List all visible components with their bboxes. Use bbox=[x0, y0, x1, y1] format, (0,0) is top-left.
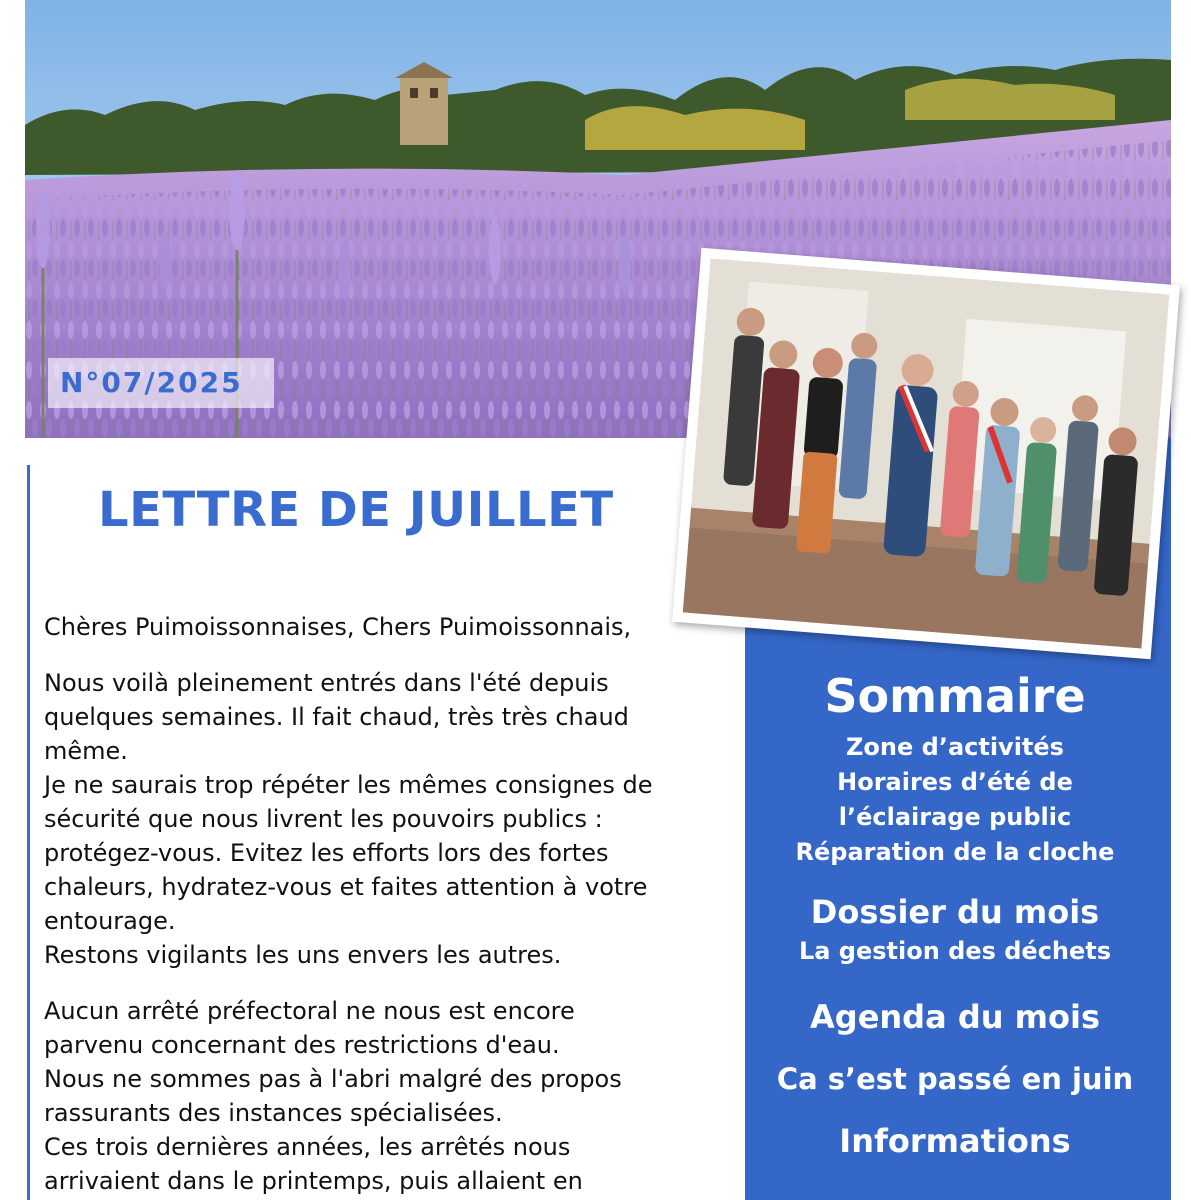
summary-content bbox=[745, 666, 1165, 1163]
letter-line: arrivaient dans le printemps, puis allaient en bbox=[44, 1167, 583, 1195]
letter-line: Nous voilà pleinement entrés dans l'été depuis bbox=[44, 669, 609, 697]
letter-line: quelques semaines. Il fait chaud, très très chaud bbox=[44, 703, 629, 731]
letter-paragraph-1 bbox=[44, 666, 714, 972]
group-photo-illustration bbox=[683, 259, 1169, 649]
letter-line: Restons vigilants les uns envers les autres. bbox=[44, 941, 562, 969]
issue-number-badge: N°07/2025 bbox=[48, 358, 274, 408]
letter-line: Je ne saurais trop répéter les mêmes consignes de bbox=[44, 771, 653, 799]
letter-greeting: Chères Puimoissonnaises, Chers Puimoissonnais, bbox=[44, 613, 632, 641]
summary-item-activity-zone[interactable]: Zone d’activités bbox=[846, 733, 1064, 761]
left-column-rule bbox=[27, 465, 30, 1200]
letter-paragraph-2 bbox=[44, 994, 714, 1198]
summary-agenda-heading[interactable]: Agenda du mois bbox=[810, 998, 1100, 1036]
council-group-photo bbox=[672, 248, 1180, 660]
summary-past-heading[interactable]: Ca s’est passé en juin bbox=[776, 1062, 1134, 1096]
summary-dossier-heading[interactable]: Dossier du mois bbox=[810, 893, 1100, 931]
summary-item-public-lighting[interactable]: l’éclairage public bbox=[838, 803, 1072, 831]
summary-item-bell-repair[interactable]: Réparation de la cloche bbox=[795, 838, 1115, 866]
page-title: LETTRE DE JUILLET bbox=[98, 482, 614, 538]
letter-line: sécurité que nous livrent les pouvoirs publics : bbox=[44, 805, 603, 833]
letter-line: même. bbox=[44, 737, 128, 765]
letter-line: Aucun arrêté préfectoral ne nous est encore bbox=[44, 997, 575, 1025]
summary-item-summer-hours[interactable]: Horaires d’été de bbox=[837, 768, 1073, 796]
summary-heading: Sommaire bbox=[824, 669, 1086, 723]
summary-dossier-item[interactable]: La gestion des déchets bbox=[798, 937, 1112, 965]
letter-line: entourage. bbox=[44, 907, 176, 935]
letter-body bbox=[44, 610, 714, 1198]
letter-line: protégez-vous. Evitez les efforts lors des fortes bbox=[44, 839, 609, 867]
letter-line: Ces trois dernières années, les arrêtés nous bbox=[44, 1133, 571, 1161]
summary-info-heading[interactable]: Informations bbox=[839, 1122, 1071, 1160]
letter-line: chaleurs, hydratez-vous et faites attention à votre bbox=[44, 873, 648, 901]
letter-line: Nous ne sommes pas à l'abri malgré des propos bbox=[44, 1065, 622, 1093]
letter-line: parvenu concernant des restrictions d'eau. bbox=[44, 1031, 560, 1059]
letter-line: rassurants des instances spécialisées. bbox=[44, 1099, 503, 1127]
